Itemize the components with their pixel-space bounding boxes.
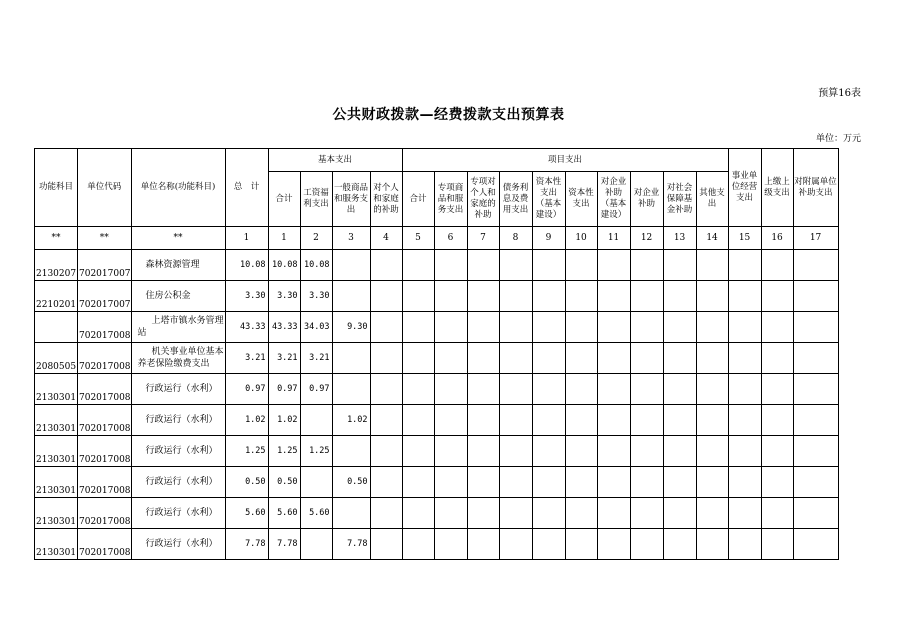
- table-row: [35, 281, 839, 312]
- total-cell: 1.25: [225, 436, 268, 467]
- empty-cell: [499, 250, 532, 281]
- table-row: [35, 250, 839, 281]
- empty-cell: [467, 250, 499, 281]
- index-cell: **: [78, 227, 132, 250]
- func-code-cell: 2130301: [35, 436, 78, 467]
- unit-name-cell: 森林资源管理: [131, 250, 225, 281]
- empty-cell: [467, 281, 499, 312]
- basic-total-cell: 1.02: [268, 405, 300, 436]
- empty-cell: [499, 498, 532, 529]
- empty-cell: [696, 529, 728, 560]
- goods-cell: 7.78: [332, 529, 370, 560]
- empty-cell: [728, 405, 761, 436]
- unit-code-cell: 702017007: [78, 250, 132, 281]
- func-code-cell: 2130301: [35, 374, 78, 405]
- empty-cell: [467, 343, 499, 374]
- empty-cell: [499, 436, 532, 467]
- func-code-cell: [35, 312, 78, 343]
- func-code-cell: 2210201: [35, 281, 78, 312]
- unit-code-cell: 702017008: [78, 467, 132, 498]
- empty-cell: [663, 312, 696, 343]
- empty-cell: [630, 529, 663, 560]
- index-cell: 15: [728, 227, 761, 250]
- empty-cell: [793, 281, 838, 312]
- basic-total-cell: 0.50: [268, 467, 300, 498]
- header-project-other: 其他支出: [696, 172, 728, 227]
- basic-total-cell: 7.78: [268, 529, 300, 560]
- header-upward: 上缴上级支出: [761, 149, 793, 227]
- header-basic-salary: 工资福利支出: [300, 172, 332, 227]
- empty-cell: [565, 498, 597, 529]
- empty-cell: [532, 281, 565, 312]
- basic-total-cell: 5.60: [268, 498, 300, 529]
- empty-cell: [696, 467, 728, 498]
- empty-cell: [402, 467, 434, 498]
- empty-cell: [402, 343, 434, 374]
- empty-cell: [793, 312, 838, 343]
- func-code-cell: 2080505: [35, 343, 78, 374]
- empty-cell: [402, 312, 434, 343]
- empty-cell: [728, 436, 761, 467]
- goods-cell: [332, 250, 370, 281]
- table-body: [35, 250, 839, 560]
- goods-cell: 9.30: [332, 312, 370, 343]
- empty-cell: [663, 281, 696, 312]
- empty-cell: [597, 343, 630, 374]
- table-row: [35, 529, 839, 560]
- unit-name-cell: 行政运行（水利）: [131, 529, 225, 560]
- salary-cell: [300, 529, 332, 560]
- unit-code-cell: 702017007: [78, 281, 132, 312]
- goods-cell: [332, 436, 370, 467]
- index-cell: 2: [300, 227, 332, 250]
- empty-cell: [565, 436, 597, 467]
- basic-total-cell: 1.25: [268, 436, 300, 467]
- empty-cell: [630, 498, 663, 529]
- basic-total-cell: 3.21: [268, 343, 300, 374]
- total-cell: 7.78: [225, 529, 268, 560]
- goods-cell: [332, 343, 370, 374]
- empty-cell: [402, 281, 434, 312]
- empty-cell: [434, 374, 467, 405]
- salary-cell: [300, 467, 332, 498]
- empty-cell: [597, 374, 630, 405]
- index-cell: 12: [630, 227, 663, 250]
- empty-cell: [696, 498, 728, 529]
- empty-cell: [663, 343, 696, 374]
- empty-cell: [402, 436, 434, 467]
- unit-name-cell: 行政运行（水利）: [131, 467, 225, 498]
- empty-cell: [434, 250, 467, 281]
- empty-cell: [434, 405, 467, 436]
- empty-cell: [663, 405, 696, 436]
- func-code-cell: 2130301: [35, 467, 78, 498]
- empty-cell: [793, 467, 838, 498]
- unit-name-cell: 行政运行（水利）: [131, 374, 225, 405]
- empty-cell: [565, 529, 597, 560]
- empty-cell: [370, 312, 402, 343]
- empty-cell: [761, 529, 793, 560]
- empty-cell: [761, 343, 793, 374]
- goods-cell: [332, 281, 370, 312]
- empty-cell: [728, 343, 761, 374]
- empty-cell: [499, 281, 532, 312]
- empty-cell: [597, 467, 630, 498]
- empty-cell: [630, 250, 663, 281]
- index-row: [35, 227, 839, 250]
- empty-cell: [532, 498, 565, 529]
- empty-cell: [630, 312, 663, 343]
- empty-cell: [402, 498, 434, 529]
- empty-cell: [630, 374, 663, 405]
- empty-cell: [434, 343, 467, 374]
- empty-cell: [499, 374, 532, 405]
- header-project-group: 项目支出: [402, 149, 728, 172]
- empty-cell: [434, 498, 467, 529]
- empty-cell: [370, 436, 402, 467]
- empty-cell: [434, 436, 467, 467]
- salary-cell: 1.25: [300, 436, 332, 467]
- index-cell: **: [131, 227, 225, 250]
- empty-cell: [370, 343, 402, 374]
- empty-cell: [467, 405, 499, 436]
- empty-cell: [467, 374, 499, 405]
- index-cell: 7: [467, 227, 499, 250]
- index-cell: 17: [793, 227, 838, 250]
- empty-cell: [761, 405, 793, 436]
- empty-cell: [663, 498, 696, 529]
- header-project-total: 合计: [402, 172, 434, 227]
- empty-cell: [696, 343, 728, 374]
- unit-code-cell: 702017008: [78, 405, 132, 436]
- empty-cell: [370, 281, 402, 312]
- empty-cell: [467, 467, 499, 498]
- empty-cell: [793, 250, 838, 281]
- empty-cell: [467, 312, 499, 343]
- header-func-subject: 功能科目: [35, 149, 78, 227]
- index-cell: 5: [402, 227, 434, 250]
- empty-cell: [499, 343, 532, 374]
- empty-cell: [434, 467, 467, 498]
- index-cell: 14: [696, 227, 728, 250]
- empty-cell: [402, 250, 434, 281]
- basic-total-cell: 3.30: [268, 281, 300, 312]
- empty-cell: [467, 498, 499, 529]
- empty-cell: [402, 374, 434, 405]
- index-cell: 1: [225, 227, 268, 250]
- goods-cell: 1.02: [332, 405, 370, 436]
- index-cell: 3: [332, 227, 370, 250]
- header-biz-operating: 事业单位经营支出: [728, 149, 761, 227]
- table-row: [35, 467, 839, 498]
- empty-cell: [761, 374, 793, 405]
- salary-cell: 5.60: [300, 498, 332, 529]
- unit-code-cell: 702017008: [78, 436, 132, 467]
- empty-cell: [663, 529, 696, 560]
- func-code-cell: 2130301: [35, 529, 78, 560]
- unit-code-cell: 702017008: [78, 343, 132, 374]
- total-cell: 3.21: [225, 343, 268, 374]
- empty-cell: [696, 250, 728, 281]
- empty-cell: [696, 374, 728, 405]
- header-basic-goods: 一般商品和服务支出: [332, 172, 370, 227]
- empty-cell: [761, 498, 793, 529]
- empty-cell: [370, 467, 402, 498]
- basic-total-cell: 43.33: [268, 312, 300, 343]
- unit-name-cell: 行政运行（水利）: [131, 498, 225, 529]
- empty-cell: [370, 405, 402, 436]
- func-code-cell: 2130301: [35, 405, 78, 436]
- empty-cell: [467, 436, 499, 467]
- func-code-cell: 2130207: [35, 250, 78, 281]
- empty-cell: [467, 529, 499, 560]
- basic-total-cell: 0.97: [268, 374, 300, 405]
- empty-cell: [663, 250, 696, 281]
- empty-cell: [728, 250, 761, 281]
- header-project-social-security: 对社会保障基金补助: [663, 172, 696, 227]
- table-row: [35, 312, 839, 343]
- total-cell: 10.08: [225, 250, 268, 281]
- salary-cell: 3.30: [300, 281, 332, 312]
- func-code-cell: 2130301: [35, 498, 78, 529]
- unit-code-cell: 702017008: [78, 312, 132, 343]
- header-unit-name: 单位名称(功能科目): [131, 149, 225, 227]
- empty-cell: [402, 529, 434, 560]
- total-cell: 1.02: [225, 405, 268, 436]
- empty-cell: [565, 374, 597, 405]
- empty-cell: [597, 529, 630, 560]
- empty-cell: [761, 281, 793, 312]
- empty-cell: [499, 405, 532, 436]
- index-cell: 6: [434, 227, 467, 250]
- goods-cell: [332, 498, 370, 529]
- table-row: [35, 436, 839, 467]
- header-total: 总 计: [225, 149, 268, 227]
- form-tag: 预算16表: [818, 88, 861, 99]
- unit-name-cell: 机关事业单位基本养老保险缴费支出: [131, 343, 225, 374]
- empty-cell: [499, 312, 532, 343]
- index-cell: 9: [532, 227, 565, 250]
- empty-cell: [597, 250, 630, 281]
- header-project-capital-construction: 资本性支出（基本建设）: [532, 172, 565, 227]
- table-row: [35, 498, 839, 529]
- empty-cell: [370, 498, 402, 529]
- empty-cell: [630, 281, 663, 312]
- header-project-individual: 专项对个人和家庭的补助: [467, 172, 499, 227]
- empty-cell: [565, 467, 597, 498]
- empty-cell: [793, 498, 838, 529]
- salary-cell: 3.21: [300, 343, 332, 374]
- empty-cell: [370, 250, 402, 281]
- empty-cell: [597, 436, 630, 467]
- unit-name-cell: 行政运行（水利）: [131, 436, 225, 467]
- index-cell: 10: [565, 227, 597, 250]
- unit-name-cell: 上塔市镇水务管理站: [131, 312, 225, 343]
- salary-cell: 0.97: [300, 374, 332, 405]
- empty-cell: [728, 281, 761, 312]
- goods-cell: [332, 374, 370, 405]
- index-cell: 1: [268, 227, 300, 250]
- total-cell: 43.33: [225, 312, 268, 343]
- table-row: [35, 374, 839, 405]
- total-cell: 0.50: [225, 467, 268, 498]
- empty-cell: [597, 312, 630, 343]
- empty-cell: [532, 343, 565, 374]
- empty-cell: [630, 467, 663, 498]
- empty-cell: [565, 312, 597, 343]
- empty-cell: [663, 436, 696, 467]
- empty-cell: [761, 436, 793, 467]
- salary-cell: 10.08: [300, 250, 332, 281]
- header-project-enterprise-construction: 对企业补助（基本建设）: [597, 172, 630, 227]
- empty-cell: [696, 405, 728, 436]
- empty-cell: [793, 374, 838, 405]
- header-project-capital: 资本性支出: [565, 172, 597, 227]
- empty-cell: [565, 250, 597, 281]
- empty-cell: [565, 343, 597, 374]
- empty-cell: [761, 312, 793, 343]
- empty-cell: [728, 498, 761, 529]
- empty-cell: [793, 343, 838, 374]
- index-cell: 11: [597, 227, 630, 250]
- unit-name-cell: 行政运行（水利）: [131, 405, 225, 436]
- empty-cell: [597, 405, 630, 436]
- header-basic-group: 基本支出: [268, 149, 402, 172]
- header-project-enterprise: 对企业补助: [630, 172, 663, 227]
- empty-cell: [434, 312, 467, 343]
- empty-cell: [532, 250, 565, 281]
- index-cell: 4: [370, 227, 402, 250]
- index-cell: 13: [663, 227, 696, 250]
- empty-cell: [728, 374, 761, 405]
- empty-cell: [696, 281, 728, 312]
- empty-cell: [663, 374, 696, 405]
- empty-cell: [370, 374, 402, 405]
- empty-cell: [532, 312, 565, 343]
- header-basic-individual: 对个人和家庭的补助: [370, 172, 402, 227]
- budget-table: [34, 148, 839, 560]
- empty-cell: [532, 374, 565, 405]
- unit-name-cell: 住房公积金: [131, 281, 225, 312]
- unit-code-cell: 702017008: [78, 529, 132, 560]
- empty-cell: [728, 312, 761, 343]
- empty-cell: [434, 529, 467, 560]
- empty-cell: [761, 250, 793, 281]
- empty-cell: [565, 405, 597, 436]
- empty-cell: [630, 436, 663, 467]
- index-cell: **: [35, 227, 78, 250]
- empty-cell: [630, 405, 663, 436]
- empty-cell: [728, 467, 761, 498]
- empty-cell: [532, 467, 565, 498]
- unit-code-cell: 702017008: [78, 498, 132, 529]
- empty-cell: [532, 436, 565, 467]
- empty-cell: [499, 467, 532, 498]
- header-subsidiary: 对附属单位补助支出: [793, 149, 838, 227]
- empty-cell: [532, 405, 565, 436]
- total-cell: 0.97: [225, 374, 268, 405]
- unit-code-cell: 702017008: [78, 374, 132, 405]
- empty-cell: [761, 467, 793, 498]
- goods-cell: 0.50: [332, 467, 370, 498]
- empty-cell: [499, 529, 532, 560]
- empty-cell: [696, 436, 728, 467]
- basic-total-cell: 10.08: [268, 250, 300, 281]
- unit-label: 单位：万元: [815, 134, 861, 144]
- empty-cell: [793, 436, 838, 467]
- empty-cell: [663, 467, 696, 498]
- page-title: 公共财政拨款—经费拨款支出预算表: [332, 107, 565, 123]
- empty-cell: [696, 312, 728, 343]
- index-cell: 16: [761, 227, 793, 250]
- empty-cell: [793, 405, 838, 436]
- empty-cell: [597, 281, 630, 312]
- empty-cell: [434, 281, 467, 312]
- header-project-debt: 债务利息及费用支出: [499, 172, 532, 227]
- empty-cell: [630, 343, 663, 374]
- header-unit-code: 单位代码: [78, 149, 132, 227]
- header-project-goods: 专项商品和服务支出: [434, 172, 467, 227]
- empty-cell: [597, 498, 630, 529]
- empty-cell: [793, 529, 838, 560]
- empty-cell: [402, 405, 434, 436]
- table-row: [35, 405, 839, 436]
- empty-cell: [370, 529, 402, 560]
- salary-cell: [300, 405, 332, 436]
- empty-cell: [565, 281, 597, 312]
- total-cell: 5.60: [225, 498, 268, 529]
- empty-cell: [532, 529, 565, 560]
- table-row: [35, 343, 839, 374]
- total-cell: 3.30: [225, 281, 268, 312]
- salary-cell: 34.03: [300, 312, 332, 343]
- header-basic-total: 合计: [268, 172, 300, 227]
- empty-cell: [728, 529, 761, 560]
- index-cell: 8: [499, 227, 532, 250]
